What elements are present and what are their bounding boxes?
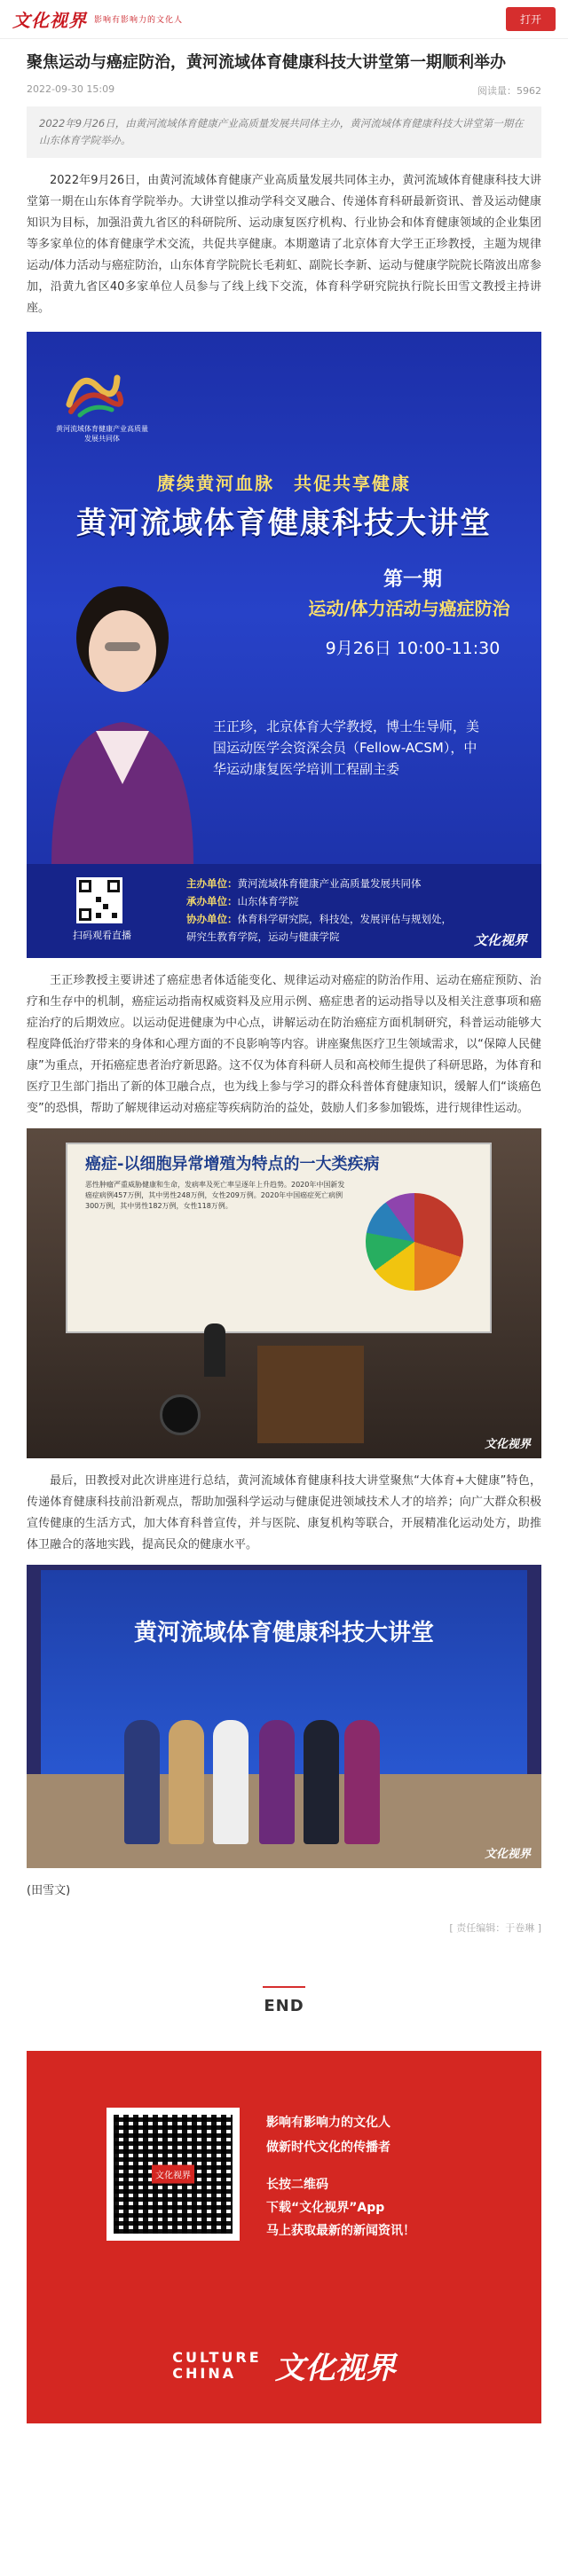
poster-title: 黄河流域体育健康科技大讲堂	[76, 506, 492, 541]
publish-date: 2022-09-30 15:09	[27, 83, 115, 95]
brand-en-line-2: CHINA	[172, 2364, 237, 2382]
poster-issue: 第一期	[383, 569, 442, 591]
app-logo[interactable]: 文化视界	[12, 10, 87, 31]
end-divider	[263, 1986, 305, 1988]
banner-line-1: 影响有影响力的文化人	[266, 2116, 390, 2130]
organizer-label: 主办单位：	[186, 877, 238, 890]
banner-line-5: 马上获取最新的新闻资讯！	[266, 2224, 415, 2238]
speaker-figure	[204, 1323, 225, 1377]
brand-cn: 文化视界	[274, 2351, 396, 2386]
poster-watermark: 文化视界	[473, 932, 527, 948]
photo-watermark: 文化视界	[484, 1848, 531, 1861]
top-bar	[0, 0, 568, 39]
organizer: 黄河流域体育健康产业高质量发展共同体	[237, 877, 422, 890]
paragraph-2: 王正珍教授主要讲述了癌症患者体适能变化、规律运动对癌症的防治作用、运动在癌症预防、治疗和生存中的机制，癌症运动指南权威资料及应用示例、癌症患者的运动指导以及相关注意事项和癌症治疗的后期效应。以运动促进健康为中心点，讲解运动在防治癌症方面机制研究，科普运动能够大程度降低治疗带来的身体和心理方面的不良影响等内容。讲座聚焦医疗卫生领域需求，以“保障人民健康”为重点，开拓癌症患者治疗新思路。这不仅为体育科研人员和高校师生提供了科研思路，为体育和医疗卫生部门指出了新的体卫融合点，也为线上参与学习的群众科普体育健康知识，缓解人们“谈癌色变”的恐惧，帮助了解规律运动对癌症等疾病防治的益处，鼓励人们多参加锻炼，进行规律性运动。	[27, 974, 541, 1115]
slide-pie-chart	[366, 1193, 463, 1291]
open-app-button[interactable]: 打开	[506, 7, 556, 31]
poster-time: 9月26日 10:00-11:30	[325, 639, 501, 658]
podium	[257, 1346, 364, 1443]
poster-tagline: 赓续黄河血脉 共促共享健康	[157, 473, 411, 494]
live-qr-code-icon[interactable]	[76, 877, 122, 923]
slide-title: 癌症-以细胞异常增殖为特点的一大类疾病	[85, 1155, 380, 1174]
organization-logo-icon	[62, 360, 124, 422]
app-qr-code-icon[interactable]	[106, 2108, 240, 2241]
photo-watermark: 文化视界	[484, 1438, 531, 1451]
paragraph-3: 最后，田教授对此次讲座进行总结，黄河流域体育健康科技大讲堂聚焦“大体育+大健康”特色，传递体育健康科技前沿新观点，帮助加强科学运动与健康促进领域技术人才的培养；向广大群众积极宣传健康的生活方式，加大体育科普宣传，并与医院、康复机构等联合，开展精准化运动处方，助推体卫融合的落地实践，提高民众的健康水平。	[27, 1474, 541, 1551]
poster-units	[186, 875, 453, 946]
end-mark	[0, 1986, 568, 2015]
group-member	[169, 1720, 204, 1844]
responsible-editor: [ 责任编辑：于卷琳 ]	[449, 1922, 541, 1934]
co-organizers: 体育科学研究院，科技处，发展评估与规划处，研究生教育学院，运动与健康学院	[186, 913, 452, 943]
app-slogan: 影响有影响力的文化人	[94, 16, 184, 25]
banner-line-4: 下载“文化视界”App	[266, 2201, 385, 2215]
lecture-poster[interactable]	[27, 332, 541, 958]
end-label: END	[264, 1997, 304, 2015]
poster-topic: 运动/体力活动与癌症防治	[308, 598, 510, 619]
article-title: 聚焦运动与癌症防治，黄河流域体育健康科技大讲堂第一期顺利举办	[27, 53, 506, 72]
group-member	[124, 1720, 160, 1844]
app-download-banner[interactable]	[27, 2051, 541, 2423]
speaker-portrait	[43, 554, 202, 864]
brand	[12, 6, 183, 32]
poster-org: 黄河流域体育健康产业高质量发展共同体	[56, 425, 148, 443]
group-member	[213, 1720, 248, 1844]
banner-brand	[27, 2344, 541, 2387]
brand-en	[172, 2350, 261, 2382]
speaker-intro: 王正珍，北京体育大学教授，博士生导师，美国运动医学会资深会员（Fellow-ACSM），中华运动康复医学培训工程副主委	[213, 719, 480, 777]
group-member	[259, 1720, 295, 1844]
author: (田雪文)	[27, 1884, 71, 1897]
group-member	[344, 1720, 380, 1844]
banner-line-2: 做新时代文化的传播者	[266, 2140, 390, 2155]
host: 山东体育学院	[237, 895, 299, 907]
article-summary: 2022年9月26日，由黄河流域体育健康产业高质量发展共同体主办，黄河流域体育健康科技大讲堂第一期在山东体育学院举办。	[27, 106, 541, 158]
co-label: 协办单位：	[186, 913, 238, 925]
group-member	[304, 1720, 339, 1844]
presentation-screen	[66, 1143, 492, 1333]
lecture-photo[interactable]	[27, 1128, 541, 1458]
paragraph-1: 2022年9月26日，由黄河流域体育健康产业高质量发展共同体主办，黄河流域体育健康科技大讲堂第一期在山东体育学院举办。大讲堂以推动学科交叉融合、传递体育科研最新资讯、普及运动健康知识为目标，加强沿黄九省区的科研院所、运动康复医疗机构、行业协会和体育健康领域的企业集团等多家单位的体育健康学术交流，共促共享健康。本期邀请了北京体育大学王正珍教授，主题为规律运动/体力活动与癌症防治，山东体育学院院长毛莉虹、副院长李新、运动与健康学院院长隋波出席参加，沿黄九省区40多家单位人员参与了线上线下交流，体育科学研究院执行院长田雪文教授主持讲座。	[27, 174, 541, 315]
group-photo[interactable]	[27, 1565, 541, 1868]
article-meta	[27, 83, 541, 106]
host-label: 承办单位：	[186, 895, 238, 907]
slide-text: 恶性肿瘤严重威胁健康和生命，发病率及死亡率呈逐年上升趋势。2020年中国新发癌症病例457万例，其中男性248万例，女性209万例。2020年中国癌症死亡病例300万例，其中男性182万例，女性118万例。	[85, 1181, 345, 1210]
banner-line-3: 长按二维码	[266, 2178, 328, 2192]
qr-caption: 扫码观看直播	[73, 930, 131, 941]
view-count: 阅读量：5962	[477, 85, 541, 97]
fan-icon	[160, 1394, 201, 1435]
brand-en-line-1: CULTURE	[172, 2348, 262, 2366]
article	[0, 51, 568, 1935]
stage-title: 黄河流域体育健康科技大讲堂	[133, 1620, 434, 1646]
qr-badge: 文化视界	[152, 2165, 194, 2184]
